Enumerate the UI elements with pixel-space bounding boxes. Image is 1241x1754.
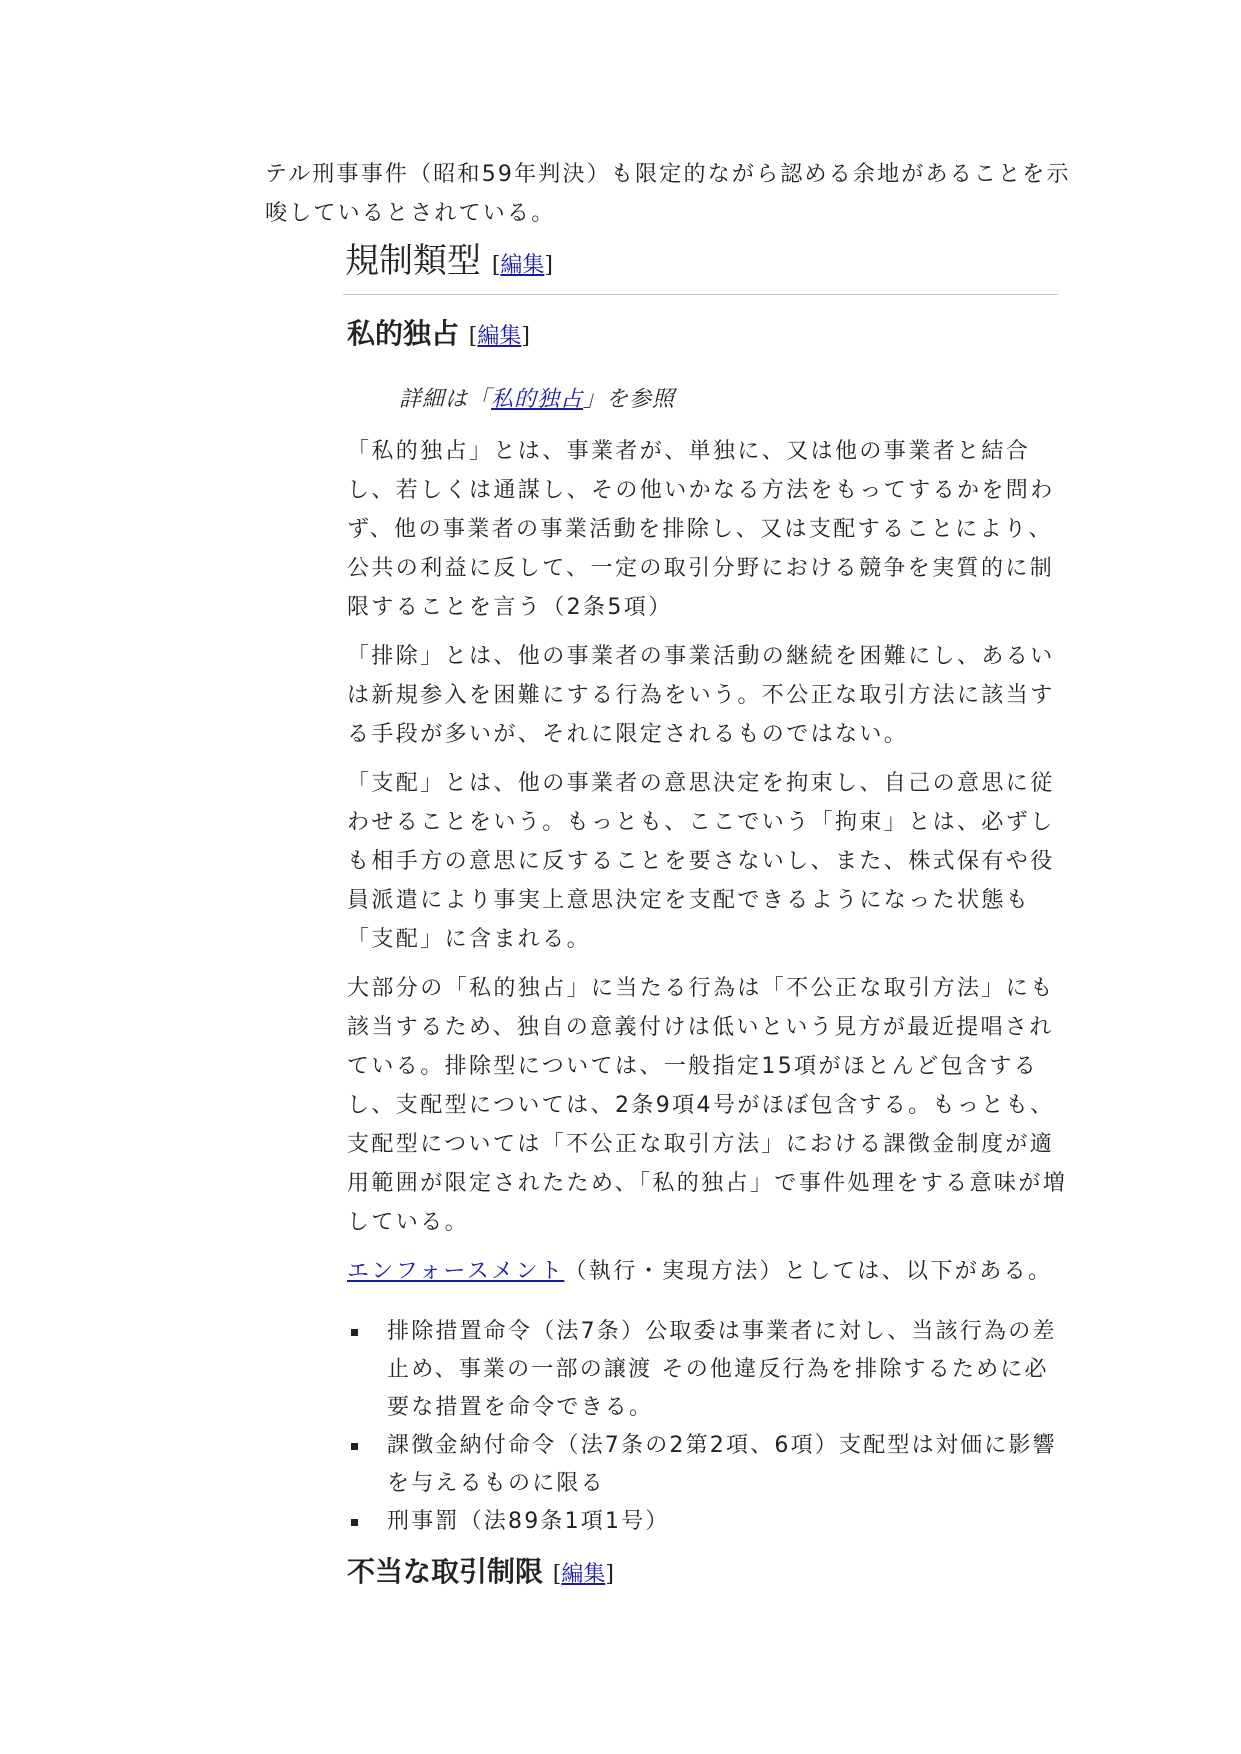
list-item	[347, 1503, 1069, 1541]
list-item-text: 排除措置命令（法7条）公取委は事業者に対し、当該行為の差止め、事業の一部の譲渡 その他違反行為を排除するために必要な措置を命令できる。	[387, 1319, 1057, 1420]
list-item-text: 刑事罰（法89条1項1号）	[387, 1509, 670, 1534]
subsection-heading-private-monopoly	[347, 313, 1087, 358]
subsection-edit-link[interactable]: 編集	[477, 324, 522, 349]
subsection-edit: [編集]	[468, 324, 530, 349]
enforcement-rest: （執行・実現方法）としては、以下がある。	[564, 1259, 1053, 1284]
section-title: 規制類型	[345, 241, 481, 281]
hatnote-link[interactable]: 私的独占	[491, 387, 584, 412]
subsection-edit-link[interactable]: 編集	[561, 1562, 606, 1587]
enforcement-link[interactable]: エンフォースメント	[347, 1259, 565, 1284]
subsection-title: 私的独占	[347, 317, 460, 350]
enforcement-list	[347, 1313, 1069, 1541]
list-item	[347, 1313, 1069, 1427]
subsection-heading-unreasonable-restraint	[347, 1551, 1087, 1596]
paragraph-definition: 「私的独占」とは、事業者が、単独に、又は他の事業者と結合し、若しくは通謀し、その他いかなる方法をもってするかを問わず、他の事業者の事業活動を排除し、又は支配することにより、公共の利益に反して、一定の取引分野における競争を実質的に制限することを言う（2条5項）	[347, 439, 1055, 620]
list-item	[347, 1427, 1069, 1503]
bullet-icon	[351, 1329, 358, 1336]
paragraph-exclusion: 「排除」とは、他の事業者の事業活動の継続を困難にし、あるいは新規参入を困難にする行為をいう。不公正な取引方法に該当する手段が多いが、それに限定されるものではない。	[347, 644, 1055, 747]
section-edit-link[interactable]: 編集	[500, 253, 545, 278]
intro-paragraph: テル刑事事件（昭和59年判決）も限定的ながら認める余地があることを示唆しているとされている。	[265, 162, 1071, 226]
bullet-icon	[351, 1443, 358, 1450]
bullet-icon	[351, 1519, 358, 1526]
hatnote-suffix: 」を参照	[583, 387, 676, 412]
paragraph-overlap: 大部分の「私的独占」に当たる行為は「不公正な取引方法」にも該当するため、独自の意義付けは低いという見方が最近提唱されている。排除型については、一般指定15項がほとんど包含するし、支配型については、2条9項4号がほぼ包含する。もっとも、支配型については「不公正な取引方法」における課徴金制度が適用範囲が限定されたため、「私的独占」で事件処理をする意味が増している。	[347, 976, 1068, 1235]
subsection-edit: [編集]	[552, 1562, 614, 1587]
list-item-text: 課徴金納付命令（法7条の2第2項、6項）支配型は対価に影響を与えるものに限る	[387, 1433, 1057, 1496]
paragraph-enforcement	[347, 1252, 1069, 1291]
hatnote	[399, 382, 1087, 418]
main-content	[347, 232, 1087, 1596]
paragraph-control: 「支配」とは、他の事業者の意思決定を拘束し、自己の意思に従わせることをいう。もっとも、ここでいう「拘束」とは、必ずしも相手方の意思に反することを要さないし、また、株式保有や役員派遣により事実上意思決定を支配できるようになった状態も「支配」に含まれる。	[347, 771, 1055, 952]
section-edit: [編集]	[491, 253, 554, 278]
hatnote-prefix: 詳細は「	[399, 387, 492, 412]
section-heading	[343, 232, 1058, 295]
subsection-title: 不当な取引制限	[347, 1555, 544, 1588]
